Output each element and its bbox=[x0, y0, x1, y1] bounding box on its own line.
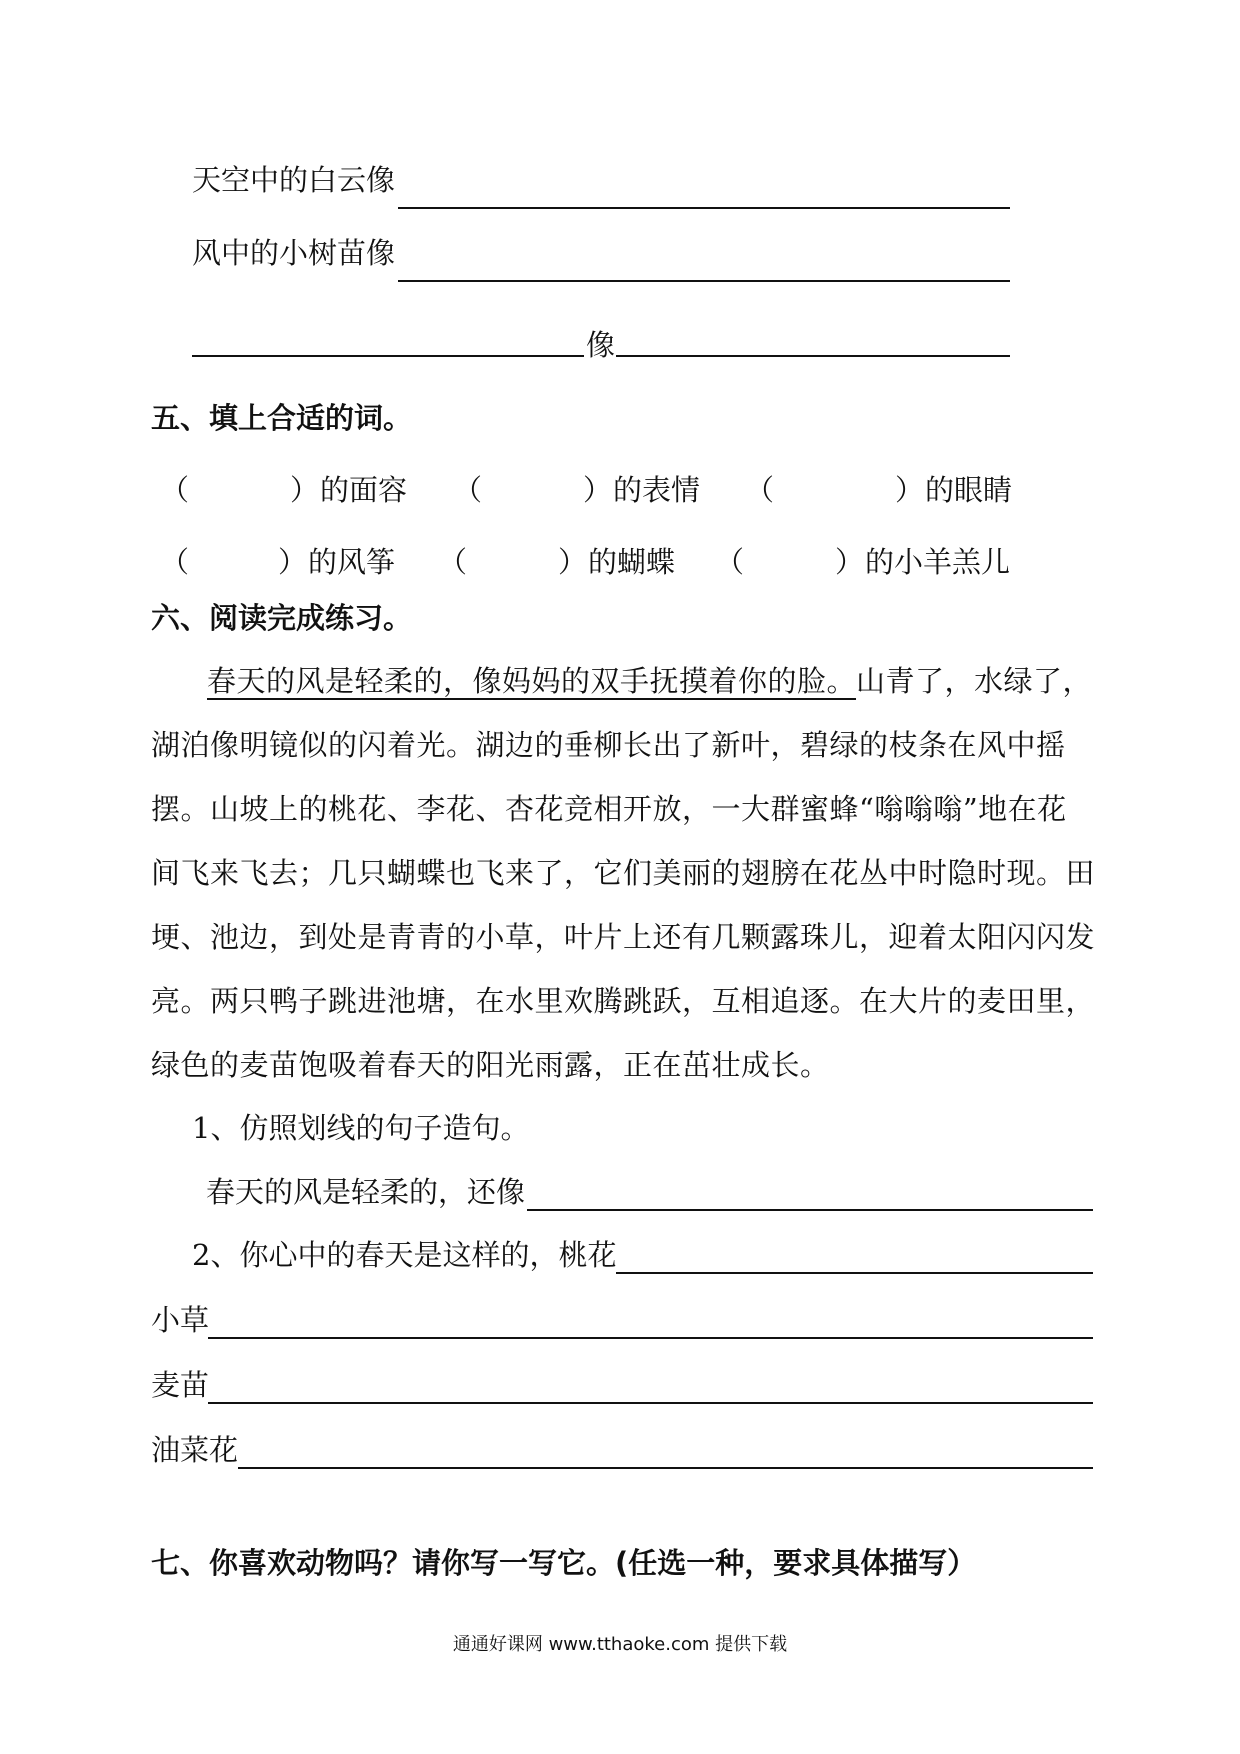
fill-word-butterfly: 的蝴蝶 bbox=[588, 545, 676, 579]
bracket-close: ） bbox=[278, 545, 308, 579]
question-one-prompt: 春天的风是轻柔的，还像 bbox=[206, 1175, 526, 1209]
fill-label-wheat: 麦苗 bbox=[151, 1368, 210, 1402]
bracket-close: ） bbox=[558, 545, 588, 579]
page-footer: 通通好课网 www.tthaoke.com 提供下载 bbox=[452, 1634, 788, 1655]
fill-word-expression: 的表情 bbox=[613, 473, 701, 507]
section-six-heading: 六、阅读完成练习。 bbox=[151, 601, 413, 635]
sentence-prompt-like: 像 bbox=[586, 328, 616, 362]
fill-word-face: 的面容 bbox=[320, 473, 408, 507]
bracket-close: ） bbox=[835, 545, 865, 579]
answer-line-sapling[interactable] bbox=[398, 280, 1010, 282]
answer-line-grass[interactable] bbox=[208, 1337, 1093, 1339]
question-two: 2、你心中的春天是这样的，桃花 bbox=[192, 1238, 617, 1272]
question-one: 1、仿照划线的句子造句。 bbox=[192, 1111, 530, 1145]
bracket-open: （ bbox=[160, 545, 190, 579]
bracket-open: （ bbox=[160, 473, 190, 507]
answer-line-peach[interactable] bbox=[616, 1272, 1093, 1274]
section-five-heading: 五、填上合适的词。 bbox=[151, 401, 413, 435]
section-seven-heading: 七、你喜欢动物吗？请你写一写它。(任选一种，要求具体描写） bbox=[151, 1546, 977, 1580]
sentence-prompt-sapling: 风中的小树苗像 bbox=[192, 236, 396, 270]
bracket-open: （ bbox=[453, 473, 483, 507]
answer-line-object[interactable] bbox=[616, 355, 1010, 357]
answer-line-wheat[interactable] bbox=[208, 1402, 1093, 1404]
bracket-open: （ bbox=[438, 545, 468, 579]
bracket-open: （ bbox=[745, 473, 775, 507]
fill-label-grass: 小草 bbox=[151, 1303, 210, 1337]
reading-passage bbox=[151, 649, 1096, 1097]
fill-word-kite: 的风筝 bbox=[308, 545, 396, 579]
underlined-sentence: 春天的风是轻柔的，像妈妈的双手抚摸着你的脸。 bbox=[207, 664, 857, 698]
answer-line-subject[interactable] bbox=[192, 355, 584, 357]
answer-line-clouds[interactable] bbox=[398, 207, 1010, 209]
answer-line-rapeseed[interactable] bbox=[238, 1467, 1093, 1469]
bracket-close: ） bbox=[583, 473, 613, 507]
sentence-prompt-clouds: 天空中的白云像 bbox=[192, 163, 396, 197]
bracket-close: ） bbox=[290, 473, 320, 507]
answer-line-q1[interactable] bbox=[527, 1209, 1093, 1211]
passage-body: 山青了，水绿了，湖泊像明镜似的闪着光。湖边的垂柳长出了新叶，碧绿的枝条在风中摇摆。山坡上的桃花、李花、杏花竞相开放，一大群蜜蜂“嗡嗡嗡”地在花间飞来飞去；几只蝴蝶也飞来了，它们美丽的翅膀在花丛中时隐时现。田埂、池边，到处是青青的小草，叶片上还有几颗露珠儿，迎着太阳闪闪发亮。两只鸭子跳进池塘，在水里欢腾跳跃，互相追逐。在大片的麦田里，绿色的麦苗饱吸着春天的阳光雨露，正在茁壮成长。 bbox=[151, 664, 1096, 1082]
bracket-open: （ bbox=[715, 545, 745, 579]
fill-label-rapeseed: 油菜花 bbox=[151, 1433, 239, 1467]
bracket-close: ） bbox=[895, 473, 925, 507]
fill-word-lamb: 的小羊羔儿 bbox=[865, 545, 1011, 579]
fill-word-eyes: 的眼睛 bbox=[925, 473, 1013, 507]
